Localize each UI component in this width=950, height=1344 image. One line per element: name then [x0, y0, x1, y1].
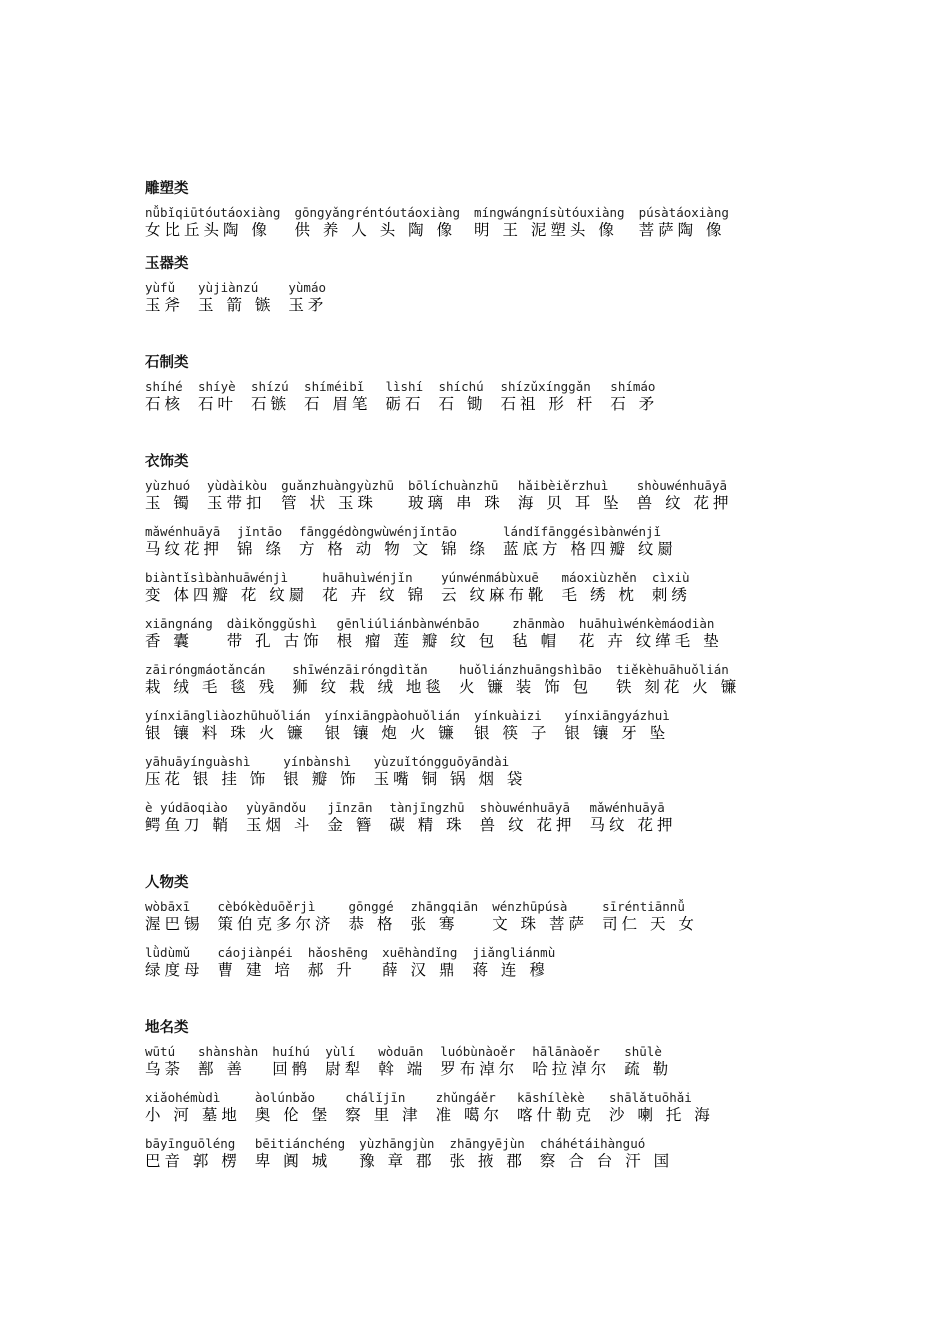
hanzi-text: 疏 勒 [624, 1060, 673, 1078]
hanzi-text: 压花 银 挂 饰 [145, 770, 270, 788]
hanzi-text: 鄯 善 [198, 1060, 246, 1078]
word-entry [255, 1090, 331, 1125]
section-3 [145, 451, 845, 835]
pinyin-text: shímáo [610, 379, 656, 394]
hanzi-text: 小 河 墓地 [145, 1106, 241, 1124]
pinyin-text: yùdàikòu [206, 478, 268, 493]
word-row [145, 1090, 845, 1125]
hanzi-text: 马纹花押 [145, 540, 224, 558]
word-row [145, 478, 845, 513]
pinyin-text: lìshí [385, 379, 424, 394]
pinyin-text: jiǎngliánmù [472, 945, 556, 960]
word-entry [624, 1044, 672, 1079]
word-entry [474, 708, 550, 743]
pinyin-text: shūlè [624, 1044, 662, 1059]
word-entry [145, 800, 232, 835]
hanzi-text: 石核 [145, 395, 185, 413]
hanzi-text: 银 镶 料 珠 火 镰 [145, 724, 307, 742]
hanzi-text: 石 锄 [438, 395, 487, 413]
pinyin-text: xiǎohémùdì [145, 1090, 221, 1105]
word-entry [207, 478, 267, 513]
hanzi-text: 郝 升 [307, 961, 356, 979]
section-heading: 玉器类 [145, 256, 189, 272]
word-entry [374, 754, 527, 789]
pinyin-text: chálǐjīn [345, 1090, 406, 1105]
pinyin-text: bēitiánchéng [254, 1136, 346, 1151]
hanzi-text: 石 眉笔 [304, 395, 372, 413]
pinyin-text: yùzhuó [145, 478, 191, 493]
hanzi-text: 狮 纹 栽 绒 地毯 [292, 678, 445, 696]
hanzi-text: 石镞 [251, 395, 291, 413]
hanzi-text: 银 镶 炮 火 镰 [324, 724, 458, 742]
word-entry [609, 1090, 714, 1125]
hanzi-text: 铁 刻花 火 镰 [615, 678, 741, 696]
pinyin-text: zhāngqiān [410, 899, 479, 914]
word-entry [441, 570, 547, 605]
pinyin-text: cháhétáihànguó [539, 1136, 646, 1151]
hanzi-text: 玻璃 串 珠 [408, 494, 504, 512]
word-entry [517, 1090, 595, 1125]
pinyin-text: fānggédòngwùwénjǐntāo [298, 524, 457, 539]
hanzi-text: 兽 纹 花押 [636, 494, 733, 512]
pinyin-text: shíyè [198, 379, 236, 394]
hanzi-text: 香 囊 [145, 632, 193, 650]
pinyin-text: gōngyǎngréntóutáoxiàng [294, 205, 461, 220]
pinyin-text: púsàtáoxiàng [638, 205, 729, 220]
hanzi-text: 云 纹麻布靴 [441, 586, 548, 604]
document-body [145, 178, 845, 1208]
section-spacer [145, 425, 845, 451]
pinyin-text: lándǐfānggésìbànwénjǐ [503, 524, 662, 539]
hanzi-text: 张 骞 [410, 915, 459, 933]
section-heading: 地名类 [145, 1020, 189, 1036]
pinyin-text: zhāngyējùn [449, 1136, 525, 1151]
hanzi-text: 火 镰 装 饰 包 [458, 678, 593, 696]
word-entry [652, 570, 691, 605]
hanzi-text: 斡 端 [378, 1060, 427, 1078]
pinyin-text: guǎnzhuàngyùzhū [281, 478, 395, 493]
word-entry [145, 662, 278, 697]
word-entry [145, 1090, 241, 1125]
pinyin-text: kāshílèkè [517, 1090, 585, 1105]
pinyin-text: yùmáo [288, 280, 327, 295]
hanzi-text: 乌荼 [145, 1060, 185, 1078]
word-entry [325, 708, 460, 743]
pinyin-text: yùlí [325, 1044, 356, 1059]
pinyin-text: wòbāxī [145, 899, 191, 914]
word-row [145, 754, 845, 789]
pinyin-text: luóbùnàoěr [440, 1044, 516, 1059]
word-entry [500, 379, 596, 414]
section-spacer [145, 1182, 845, 1208]
pinyin-text: máoxiùzhěn [561, 570, 637, 585]
hanzi-text: 玉烟 斗 [245, 816, 314, 834]
hanzi-text: 罗布淖尔 [440, 1060, 519, 1078]
word-entry [145, 524, 223, 559]
hanzi-text: 奥 伦 堡 [254, 1106, 332, 1124]
pinyin-text: gōnggé [348, 899, 394, 914]
pinyin-text: wòduān [378, 1044, 424, 1059]
pinyin-text: nǚbǐqiūtóutáoxiàng [145, 205, 281, 220]
word-entry [145, 1044, 184, 1079]
pinyin-text: shíméibǐ [304, 379, 365, 394]
hanzi-text: 菩萨陶 像 [638, 221, 726, 239]
pinyin-text: yínxiāngpàohuǒlián [324, 708, 461, 723]
word-entry [145, 899, 204, 934]
pinyin-text: tiěkèhuāhuǒlián [615, 662, 729, 677]
hanzi-text: 管 状 玉珠 [281, 494, 378, 512]
hanzi-text: 根 瘤 莲 瓣 纹 包 [336, 632, 499, 650]
hanzi-text: 渥巴锡 [145, 915, 204, 933]
word-entry [480, 800, 576, 835]
hanzi-text: 马纹 花押 [589, 816, 677, 834]
pinyin-text: dàikǒnggǔshì [226, 616, 318, 631]
word-row [145, 945, 845, 980]
word-entry [337, 616, 499, 651]
pinyin-text: tànjīngzhū [389, 800, 465, 815]
word-row [145, 800, 845, 835]
hanzi-text: 玉矛 [288, 296, 328, 314]
hanzi-text: 恭 格 [348, 915, 397, 933]
word-entry [198, 1044, 258, 1079]
word-entry [237, 524, 285, 559]
pinyin-text: yùfǔ [145, 280, 176, 295]
hanzi-text: 准 噶尔 [435, 1106, 504, 1124]
hanzi-text: 回鹘 [272, 1060, 312, 1078]
hanzi-text: 司仁 天 女 [602, 915, 698, 933]
word-entry [610, 379, 658, 414]
pinyin-text: gēnliúliánbànwénbāo [336, 616, 480, 631]
word-entry [345, 1090, 421, 1125]
hanzi-text: 花 卉 纹 锦 [322, 586, 428, 604]
pinyin-text: wénzhūpúsà [492, 899, 568, 914]
hanzi-text: 察 里 津 [345, 1106, 422, 1124]
hanzi-text: 张 掖 郡 [449, 1152, 526, 1170]
pinyin-text: yínxiāngliàozhūhuǒlián [145, 708, 311, 723]
pinyin-text: shànshàn [198, 1044, 259, 1059]
pinyin-text: yínbànshì [283, 754, 352, 769]
pinyin-text: shíhé [145, 379, 183, 394]
word-entry [616, 662, 740, 697]
word-entry [378, 1044, 426, 1079]
section-spacer [145, 991, 845, 1017]
word-entry [590, 800, 677, 835]
word-entry [294, 205, 460, 240]
word-row [145, 1136, 845, 1171]
word-entry [389, 800, 465, 835]
hanzi-text: 沙 喇 托 海 [609, 1106, 714, 1124]
word-row [145, 662, 845, 697]
word-entry [532, 1044, 610, 1079]
word-entry [145, 754, 269, 789]
word-row [145, 570, 845, 605]
hanzi-text: 供 养 人 头 陶 像 [294, 221, 457, 239]
word-entry [450, 1136, 526, 1171]
hanzi-text: 女比丘头陶 像 [145, 221, 271, 239]
hanzi-text: 薛 汉 鼎 [382, 961, 459, 979]
pinyin-text: yùjiànzú [198, 280, 259, 295]
hanzi-text: 玉嘴 铜 锅 烟 袋 [373, 770, 527, 788]
pinyin-text: bōlíchuànzhū [408, 478, 499, 493]
pinyin-text: shòuwénhuāyā [636, 478, 728, 493]
section-heading: 衣饰类 [145, 454, 189, 470]
hanzi-text: 玉 镯 [145, 494, 193, 512]
section-1 [145, 253, 845, 315]
pinyin-text: àolúnbǎo [254, 1090, 316, 1105]
hanzi-text: 碳 精 珠 [389, 816, 466, 834]
word-entry [512, 616, 565, 651]
word-entry [299, 524, 489, 559]
word-entry [272, 1044, 311, 1079]
hanzi-text: 兽 纹 花押 [479, 816, 576, 834]
hanzi-text: 玉 箭 镞 [198, 296, 275, 314]
word-entry [218, 945, 294, 980]
hanzi-text: 尉犁 [325, 1060, 365, 1078]
hanzi-text: 策伯克多尔济 [217, 915, 335, 933]
word-row [145, 379, 845, 414]
pinyin-text: xuēhàndǐng [382, 945, 458, 960]
pinyin-text: sīréntiānnǚ [602, 899, 685, 914]
word-entry [349, 899, 397, 934]
word-entry [281, 478, 394, 513]
hanzi-text: 银 瓣 饰 [283, 770, 360, 788]
pinyin-text: yùzhāngjùn [359, 1136, 435, 1151]
word-entry [564, 708, 669, 743]
word-entry [459, 662, 602, 697]
pinyin-text: xiāngnáng [145, 616, 213, 631]
hanzi-text: 毛 绣 枕 [561, 586, 638, 604]
hanzi-text: 文 珠 菩萨 [492, 915, 589, 933]
word-entry [251, 379, 290, 414]
word-entry [246, 800, 313, 835]
hanzi-text: 栽 绒 毛 毯 残 [145, 678, 279, 696]
pinyin-text: shālǎtuōhǎi [609, 1090, 692, 1105]
section-spacer [145, 846, 845, 872]
pinyin-text: huíhú [272, 1044, 310, 1059]
hanzi-text: 刺绣 [651, 586, 691, 604]
pinyin-text: zhǔngáěr [435, 1090, 496, 1105]
pinyin-text: shízǔxínggǎn [500, 379, 591, 394]
hanzi-text: 金 簪 [327, 816, 376, 834]
word-entry [288, 280, 327, 315]
section-5 [145, 1017, 845, 1171]
pinyin-text: yùzuǐtóngguōyāndài [373, 754, 510, 769]
word-entry [474, 205, 625, 240]
word-entry [639, 205, 729, 240]
pinyin-text: shòuwénhuāyā [479, 800, 570, 815]
hanzi-text: 石叶 [198, 395, 238, 413]
word-row [145, 899, 845, 934]
hanzi-text: 蓝底方 格四瓣 纹罽 [503, 540, 677, 558]
word-entry [145, 945, 204, 980]
word-entry [492, 899, 588, 934]
section-heading: 石制类 [145, 355, 189, 371]
word-row [145, 1044, 845, 1079]
word-entry [637, 478, 733, 513]
word-entry [145, 280, 184, 315]
pinyin-text: lǜdùmǔ [145, 945, 191, 960]
pinyin-text: mǎwénhuāyā [145, 524, 221, 539]
word-entry [602, 899, 698, 934]
pinyin-text: shízú [251, 379, 289, 394]
pinyin-text: huāhuìwénjǐn [322, 570, 413, 585]
section-0 [145, 178, 845, 240]
pinyin-text: jǐntāo [237, 524, 283, 539]
word-row [145, 524, 845, 559]
hanzi-text: 带 孔 古饰 [226, 632, 323, 650]
word-entry [439, 379, 487, 414]
pinyin-text: hālānàoěr [532, 1044, 600, 1059]
word-entry [440, 1044, 518, 1079]
word-entry [382, 945, 458, 980]
word-entry [198, 379, 237, 414]
word-entry [218, 899, 335, 934]
pinyin-text: jīnzān [327, 800, 373, 815]
pinyin-text: yínxiāngyázhuì [564, 708, 670, 723]
pinyin-text: yāhuāyínguàshì [145, 754, 251, 769]
word-entry [436, 1090, 503, 1125]
hanzi-text: 石 矛 [610, 395, 659, 413]
word-row [145, 708, 845, 743]
word-entry [145, 616, 213, 651]
pinyin-text: cáojiànpéi [217, 945, 293, 960]
pinyin-text: hǎoshēng [307, 945, 369, 960]
hanzi-text: 锦 绦 [237, 540, 285, 558]
hanzi-text: 石祖 形 杆 [500, 395, 597, 413]
word-entry [327, 800, 375, 835]
word-entry [308, 945, 368, 980]
word-entry [145, 379, 184, 414]
pinyin-text: míngwángnísùtóuxiàng [474, 205, 625, 220]
word-entry [322, 570, 427, 605]
section-2 [145, 352, 845, 414]
hanzi-text: 玉斧 [145, 296, 185, 314]
hanzi-text: 绿度母 [145, 961, 204, 979]
word-entry [518, 478, 623, 513]
word-entry [198, 280, 274, 315]
pinyin-text: yùyāndǒu [245, 800, 307, 815]
word-entry [562, 570, 638, 605]
hanzi-text: 曹 建 培 [217, 961, 294, 979]
hanzi-text: 哈拉淖尔 [532, 1060, 611, 1078]
hanzi-text: 蒋 连 穆 [472, 961, 549, 979]
pinyin-text: yúnwénmábùxuē [441, 570, 539, 585]
hanzi-text: 花 卉 纹缂毛 垫 [578, 632, 723, 650]
hanzi-text: 察 合 台 汗 国 [539, 1152, 674, 1170]
pinyin-text: huǒliánzhuāngshìbāo [458, 662, 602, 677]
pinyin-text: huāhuìwénkèmáodiàn [578, 616, 715, 631]
word-entry [145, 205, 280, 240]
pinyin-text: zhānmào [512, 616, 565, 631]
word-entry [145, 708, 311, 743]
section-spacer [145, 326, 845, 352]
pinyin-text: biàntǐsìbànhuāwénjì [145, 570, 288, 585]
word-entry [145, 570, 308, 605]
word-entry [304, 379, 371, 414]
word-entry [145, 478, 193, 513]
pinyin-text: zāiróngmáotǎncán [145, 662, 266, 677]
hanzi-text: 银 筷 子 [474, 724, 551, 742]
word-entry [408, 478, 504, 513]
hanzi-text: 海 贝 耳 坠 [517, 494, 623, 512]
pinyin-text: yínkuàizi [474, 708, 542, 723]
word-entry [579, 616, 723, 651]
pinyin-text: bāyīnguōléng [145, 1136, 236, 1151]
pinyin-text: cèbókèduōěrjì [217, 899, 316, 914]
hanzi-text: 方 格 动 物 文 锦 绦 [298, 540, 490, 558]
word-entry [145, 1136, 241, 1171]
word-row [145, 616, 845, 651]
hanzi-text: 玉带扣 [206, 494, 266, 512]
word-entry [283, 754, 359, 789]
hanzi-text: 变 体四瓣 花 纹罽 [145, 586, 309, 604]
hanzi-text: 喀什勒克 [517, 1106, 596, 1124]
word-entry [385, 379, 424, 414]
word-row [145, 205, 845, 240]
word-entry [227, 616, 323, 651]
word-entry [410, 899, 478, 934]
pinyin-text: mǎwénhuāyā [589, 800, 665, 815]
pinyin-text: wūtú [145, 1044, 176, 1059]
pinyin-text: shíchú [438, 379, 484, 394]
hanzi-text: 豫 章 郡 [359, 1152, 436, 1170]
section-heading: 雕塑类 [145, 181, 189, 197]
section-heading: 人物类 [145, 875, 189, 891]
word-row [145, 280, 845, 315]
hanzi-text: 巴音 郭 楞 [145, 1152, 241, 1170]
word-entry [255, 1136, 345, 1171]
word-entry [325, 1044, 364, 1079]
word-entry [292, 662, 445, 697]
section-4 [145, 872, 845, 980]
word-entry [540, 1136, 673, 1171]
pinyin-text: hǎibèiěrzhuì [517, 478, 609, 493]
word-entry [359, 1136, 435, 1171]
word-entry [472, 945, 555, 980]
hanzi-text: 银 镶 牙 坠 [564, 724, 670, 742]
hanzi-text: 卑 阗 城 [254, 1152, 332, 1170]
pinyin-text: è yúdāoqiào [145, 800, 228, 815]
pinyin-text: shīwénzāiróngdìtǎn [292, 662, 428, 677]
hanzi-text: 鳄鱼刀 鞘 [145, 816, 232, 834]
hanzi-text: 砺石 [385, 395, 425, 413]
word-entry [503, 524, 677, 559]
pinyin-text: cìxiù [651, 570, 690, 585]
hanzi-text: 毡 帽 [512, 632, 561, 650]
hanzi-text: 明 王 泥塑头 像 [474, 221, 618, 239]
